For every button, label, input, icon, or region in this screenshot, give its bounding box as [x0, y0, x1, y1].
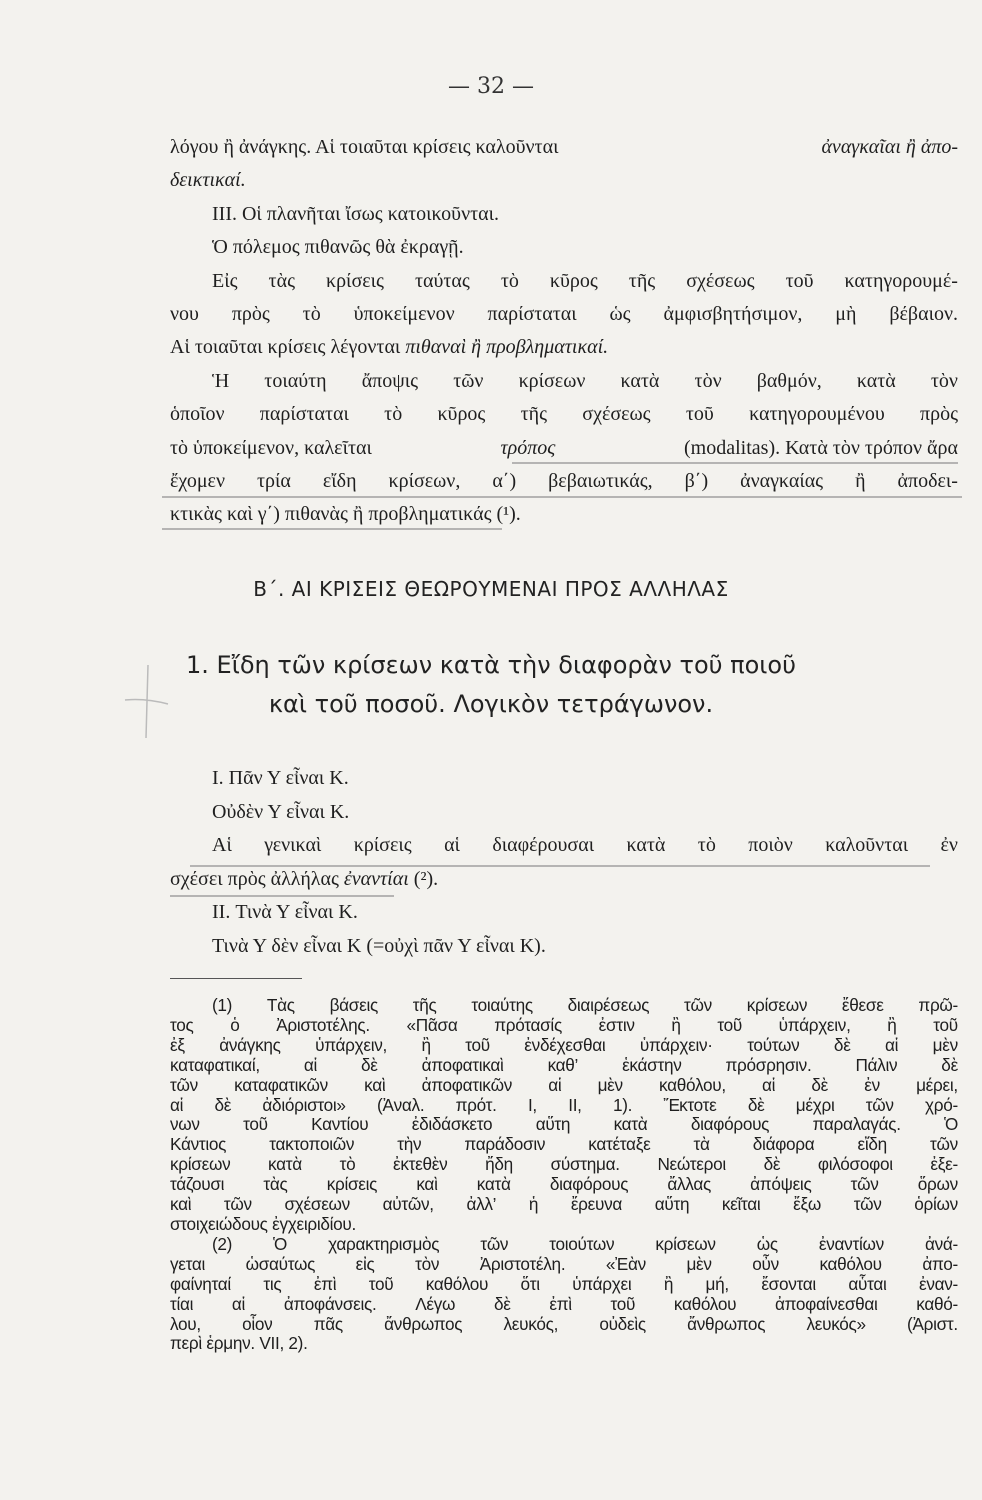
text-segment: τάζουσι τὰς κρίσεις καὶ κατὰ διαφόρους ἄλλας ἀπόψεις τῶν ὅρων — [170, 1174, 958, 1195]
text-line — [170, 1255, 958, 1275]
text-segment: τῶν καταφατικῶν καὶ ἀποφατικῶν αἱ μὲν καθόλου, αἱ δὲ ἐν μέρει, — [170, 1074, 958, 1095]
text-segment: λόγου ἢ ἀνάγκης. Αἱ τοιαῦται κρίσεις καλοῦνται — [170, 136, 564, 158]
pencil-underline — [512, 462, 958, 464]
text-line — [170, 298, 958, 331]
text-segment: (²). — [408, 867, 439, 890]
text-segment: τρόπος — [500, 436, 556, 459]
body-text-modality — [170, 131, 958, 532]
text-line — [170, 365, 958, 398]
text-line — [170, 1155, 958, 1175]
text-segment: Κάντιος τακτοποιῶν τὴν παράδοσιν κατέταξε τὰ διάφορα εἴδη τῶν — [170, 1134, 958, 1155]
text-line — [170, 1215, 958, 1235]
margin-pencil-mark — [120, 660, 170, 740]
text-line — [170, 398, 958, 431]
text-line — [170, 265, 958, 298]
text-segment: γεται ὡσαύτως εἰς τὸν Ἀριστοτέλη. «Ἐὰν μὲν οὖν καθόλου ἀπο- — [170, 1253, 958, 1274]
text-segment: τος ὁ Ἀριστοτέλης. «Πᾶσα πρότασίς ἐστιν ἢ τοῦ ὑπάρχειν, ἢ τοῦ — [170, 1014, 958, 1035]
text-line — [170, 1295, 958, 1315]
text-line — [170, 930, 958, 964]
text-line — [170, 164, 958, 197]
text-line — [170, 1076, 958, 1096]
text-line — [170, 1334, 958, 1354]
text-segment: Εἰς τὰς κρίσεις ταύτας τὸ κῦρος τῆς σχέσεως τοῦ κατηγορουμέ- — [212, 269, 958, 292]
text-line — [170, 231, 958, 264]
text-segment: λου, οἷον πᾶς ἄνθρωπος λευκός, οὐδεὶς ἄνθρωπος λευκός» (Ἀριστ. — [170, 1313, 958, 1334]
pencil-underline — [170, 895, 394, 897]
text-segment: Τινὰ Υ δὲν εἶναι Κ (=οὐχὶ πᾶν Υ εἶναι Κ). — [212, 934, 546, 957]
text-line — [170, 198, 958, 231]
text-segment: Αἱ τοιαῦται κρίσεις λέγονται — [170, 336, 406, 359]
body-text-contraries — [170, 762, 958, 964]
page-number: — 32 — — [448, 74, 534, 99]
pencil-underline — [190, 865, 930, 867]
text-line — [170, 1036, 958, 1056]
text-segment: νων τοῦ Καντίου ἐδιδάσκετο αὕτη κατὰ διαφόρους παραλαγάς. Ὁ — [170, 1114, 958, 1135]
text-line — [170, 131, 958, 164]
text-line — [170, 996, 958, 1016]
text-segment: καὶ τῶν σχέσεων αὐτῶν, ἀλλ’ ἡ ἔρευνα αὕτη κεῖται ἔξω τῶν ὁρίων — [170, 1194, 958, 1215]
text-segment: III. Οἱ πλανῆται ἴσως κατοικοῦνται. — [212, 202, 500, 225]
text-line — [170, 1135, 958, 1155]
text-segment: περὶ ἑρμην. VII, 2). — [170, 1333, 308, 1354]
text-line — [170, 1195, 958, 1215]
text-segment: αἱ δὲ ἀδιόριστοι» (Ἀναλ. πρότ. I, II, 1). Ἔκτοτε δὲ μέχρι τῶν χρό- — [170, 1094, 958, 1115]
text-line — [170, 465, 958, 498]
text-line — [170, 896, 958, 930]
text-segment: κρίσεων κατὰ τὸ ἐκτεθὲν ἤδη σύστημα. Νεώτεροι δὲ φιλόσοφοι ἐξε- — [170, 1154, 958, 1175]
text-segment: II. Τινὰ Υ εἶναι Κ. — [212, 901, 358, 924]
text-segment: I. Πᾶν Υ εἶναι Κ. — [212, 767, 349, 789]
text-line — [170, 1016, 958, 1036]
text-segment: τὸ ὑποκείμενον, καλεῖται — [170, 436, 377, 459]
text-segment: δεικτικαί. — [170, 169, 246, 192]
text-segment: καταφατικαί, αἱ δὲ ἀποφατικαὶ καθ’ ἑκάστην πρόσρησιν. Πάλιν δὲ — [170, 1054, 958, 1075]
text-segment: (2) Ὁ χαρακτηρισμὸς τῶν τοιούτων κρίσεων ὡς ἐναντίων ἀνά- — [212, 1233, 958, 1254]
text-line — [170, 863, 958, 897]
text-segment: νου πρὸς τὸ ὑποκείμενον παρίσταται ὡς ἀμφισβητήσιμον, μὴ βέβαιον. — [170, 303, 958, 326]
text-line — [170, 1315, 958, 1335]
text-segment: ἔχομεν τρία εἴδη κρίσεων, α΄) βεβαιωτικάς, β΄) ἀναγκαίας ἢ ἀποδει- — [170, 470, 958, 493]
text-segment: Οὐδὲν Υ εἶναι Κ. — [212, 800, 350, 823]
text-segment: σχέσει πρὸς ἀλλήλας — [170, 867, 344, 890]
text-line — [170, 829, 958, 863]
subsection-heading-line: 1. Εἴδη τῶν κρίσεων κατὰ τὴν διαφορὰν τοῦ ποιοῦ — [186, 651, 796, 679]
text-segment: τίαι αἱ ἀποφάνσεις. Λέγω δὲ ἐπὶ τοῦ καθόλου ἀποφαίνεσθαι καθό- — [170, 1293, 958, 1314]
text-line — [170, 1115, 958, 1135]
text-line — [170, 331, 958, 364]
text-segment: ὁποῖον παρίσταται τὸ κῦρος τῆς σχέσεως τοῦ κατηγορουμένου πρὸς — [170, 403, 958, 426]
text-segment: ἐναντίαι — [343, 867, 409, 890]
pencil-underline — [162, 496, 962, 498]
text-line — [170, 498, 958, 531]
text-line — [170, 1096, 958, 1116]
text-line — [170, 1275, 958, 1295]
text-segment: φαίνηταί τις ἐπὶ τοῦ καθόλου ὅτι ὑπάρχει ἢ μή, ἔσονται αὗται ἐναν- — [170, 1273, 958, 1294]
text-line — [170, 1235, 958, 1255]
text-line — [170, 1056, 958, 1076]
text-segment: Ὁ πόλεμος πιθανῶς θὰ ἐκραγῇ. — [212, 236, 464, 259]
text-line — [170, 796, 958, 830]
text-segment: Ἡ τοιαύτη ἄποψις τῶν κρίσεων κατὰ τὸν βαθμόν, κατὰ τὸν — [212, 369, 958, 392]
text-segment: (1) Τὰς βάσεις τῆς τοιαύτης διαιρέσεως τῶν κρίσεων ἔθεσε πρῶ- — [212, 995, 958, 1015]
text-segment: κτικὰς καὶ γ΄) πιθανὰς ἢ προβληματικάς (¹). — [170, 503, 521, 526]
text-line — [170, 1175, 958, 1195]
subsection-heading-line: καὶ τοῦ ποσοῦ. Λογικὸν τετράγωνον. — [268, 690, 714, 718]
text-segment: ἐξ ἀνάγκης ὑπάρχειν, ἢ τοῦ ἐνδέχεσθαι ὑπάρχειν· τούτων δὲ αἱ μὲν — [170, 1034, 958, 1055]
text-line — [170, 762, 958, 796]
text-segment: ἀναγκαῖαι ἢ ἀπο- — [821, 136, 958, 158]
section-heading: Β΄. ΑΙ ΚΡΙΣΕΙΣ ΘΕΩΡΟΥΜΕΝΑΙ ΠΡΟΣ ΑΛΛΗΛΑΣ — [253, 577, 729, 601]
text-line — [170, 432, 958, 465]
footnotes — [170, 996, 958, 1354]
pencil-underline — [162, 528, 502, 530]
text-segment: πιθαναὶ ἢ προβληματικαί. — [405, 336, 609, 359]
footnote-divider — [170, 978, 302, 979]
text-segment: (modalitas). Κατὰ τὸν τρόπον ἄρα — [679, 436, 958, 459]
text-segment: Αἱ γενικαὶ κρίσεις αἱ διαφέρουσαι κατὰ τὸ ποιὸν καλοῦνται ἐν — [212, 834, 958, 857]
text-segment: στοιχειώδους ἐγχειριδίου. — [170, 1213, 357, 1234]
